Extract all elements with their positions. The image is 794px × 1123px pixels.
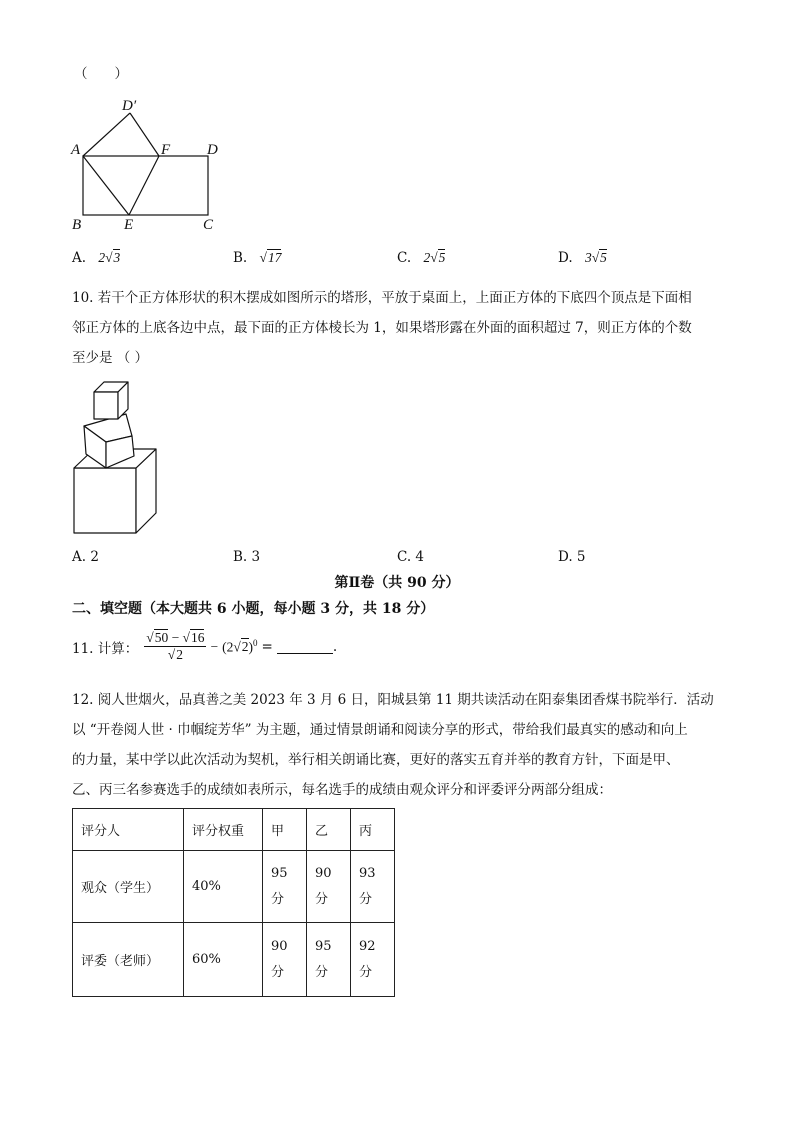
q12-score-table (72, 808, 395, 997)
q11-expression: 11. 计算： $\frac{√50 - √16}{√2}$ − $(2√2)^0$ = . (72, 630, 338, 662)
segment-ae (83, 156, 129, 215)
segment-ad-prime (83, 113, 130, 156)
q9-option-c[interactable]: C. 2√5 (397, 250, 446, 266)
cell-yi: 90 分 (307, 851, 351, 923)
cell-jia: 95 分 (263, 851, 307, 923)
q9-answer-bracket: （ ） (74, 66, 128, 82)
cell-rater: 评委（老师） (73, 923, 184, 997)
q10-cube-tower-figure (70, 376, 165, 536)
label-c: C (203, 217, 214, 233)
q10-stem: 10. 若干个正方体形状的积木摆成如图所示的塔形，平放于桌面上，上面正方体的下底四个顶点是下面相 邻正方体的上底各边中点，最下面的正方体棱长为 1，如果塔形露在外面的面积超过 7，则正方体的个数 至少是 （ ） (72, 290, 692, 366)
q10-option-c[interactable]: C. 4 (397, 549, 425, 565)
cell-bing: 93 分 (351, 851, 395, 923)
segment-ef (129, 156, 159, 215)
top-cube-front (94, 392, 118, 419)
section-two-title: 第Ⅱ卷（共 90 分） (334, 575, 460, 591)
q10-option-b[interactable]: B. 3 (233, 549, 261, 565)
cell-bing: 92 分 (351, 923, 395, 997)
q10-option-a[interactable]: A. 2 (72, 549, 99, 565)
header-rater: 评分人 (73, 809, 184, 851)
q9-option-d[interactable]: D. 3√5 (558, 250, 607, 266)
label-b: B (72, 217, 82, 233)
cell-weight: 60% (184, 923, 263, 997)
cell-weight: 40% (184, 851, 263, 923)
label-f: F (161, 142, 171, 158)
q9-option-b[interactable]: B. √17 (233, 250, 282, 266)
q9-option-a[interactable]: A. 2√3 (72, 250, 121, 266)
label-d-prime: D′ (122, 98, 137, 114)
table-header-row (73, 809, 395, 851)
cell-rater: 观众（学生） (73, 851, 184, 923)
q12-stem: 12. 阅人世烟火，品真善之美 2023 年 3 月 6 日，阳城县第 11 期共读活动在阳泰集团香煤书院举行．活动 以 “开卷阅人世 · 巾帼绽芳华” 为主题，通过情景朗诵和阅读分享的形式，带给我们最真实的感动和向上 的力量，某中学以此次活动为契机，举行相关朗诵比赛，更好的落实五育并举的教育方针，下面是甲、 乙、丙三名参赛选手的成绩如表所示，每名选手的成绩由观众评分和评委评分两部分组成： (72, 692, 714, 798)
table-row (73, 923, 395, 997)
bottom-cube-front (74, 468, 136, 533)
cell-jia: 90 分 (263, 923, 307, 997)
segment-d-prime-f (130, 113, 159, 156)
label-d: D (207, 142, 218, 158)
rectangle-abcd (83, 156, 208, 215)
label-e: E (124, 217, 134, 233)
q9-geometry-figure (66, 92, 236, 238)
header-jia: 甲 (263, 809, 307, 851)
fill-in-part-title: 二、填空题（本大题共 6 小题，每小题 3 分，共 18 分） (72, 601, 435, 617)
label-a: A (71, 142, 81, 158)
cell-yi: 95 分 (307, 923, 351, 997)
q11-answer-blank[interactable] (277, 639, 333, 654)
header-weight: 评分权重 (184, 809, 263, 851)
q10-option-d[interactable]: D. 5 (558, 549, 586, 565)
q11-fraction: $\frac{√50 - √16}{√2}$ (146, 630, 205, 662)
header-yi: 乙 (307, 809, 351, 851)
table-row (73, 851, 395, 923)
header-bing: 丙 (351, 809, 395, 851)
